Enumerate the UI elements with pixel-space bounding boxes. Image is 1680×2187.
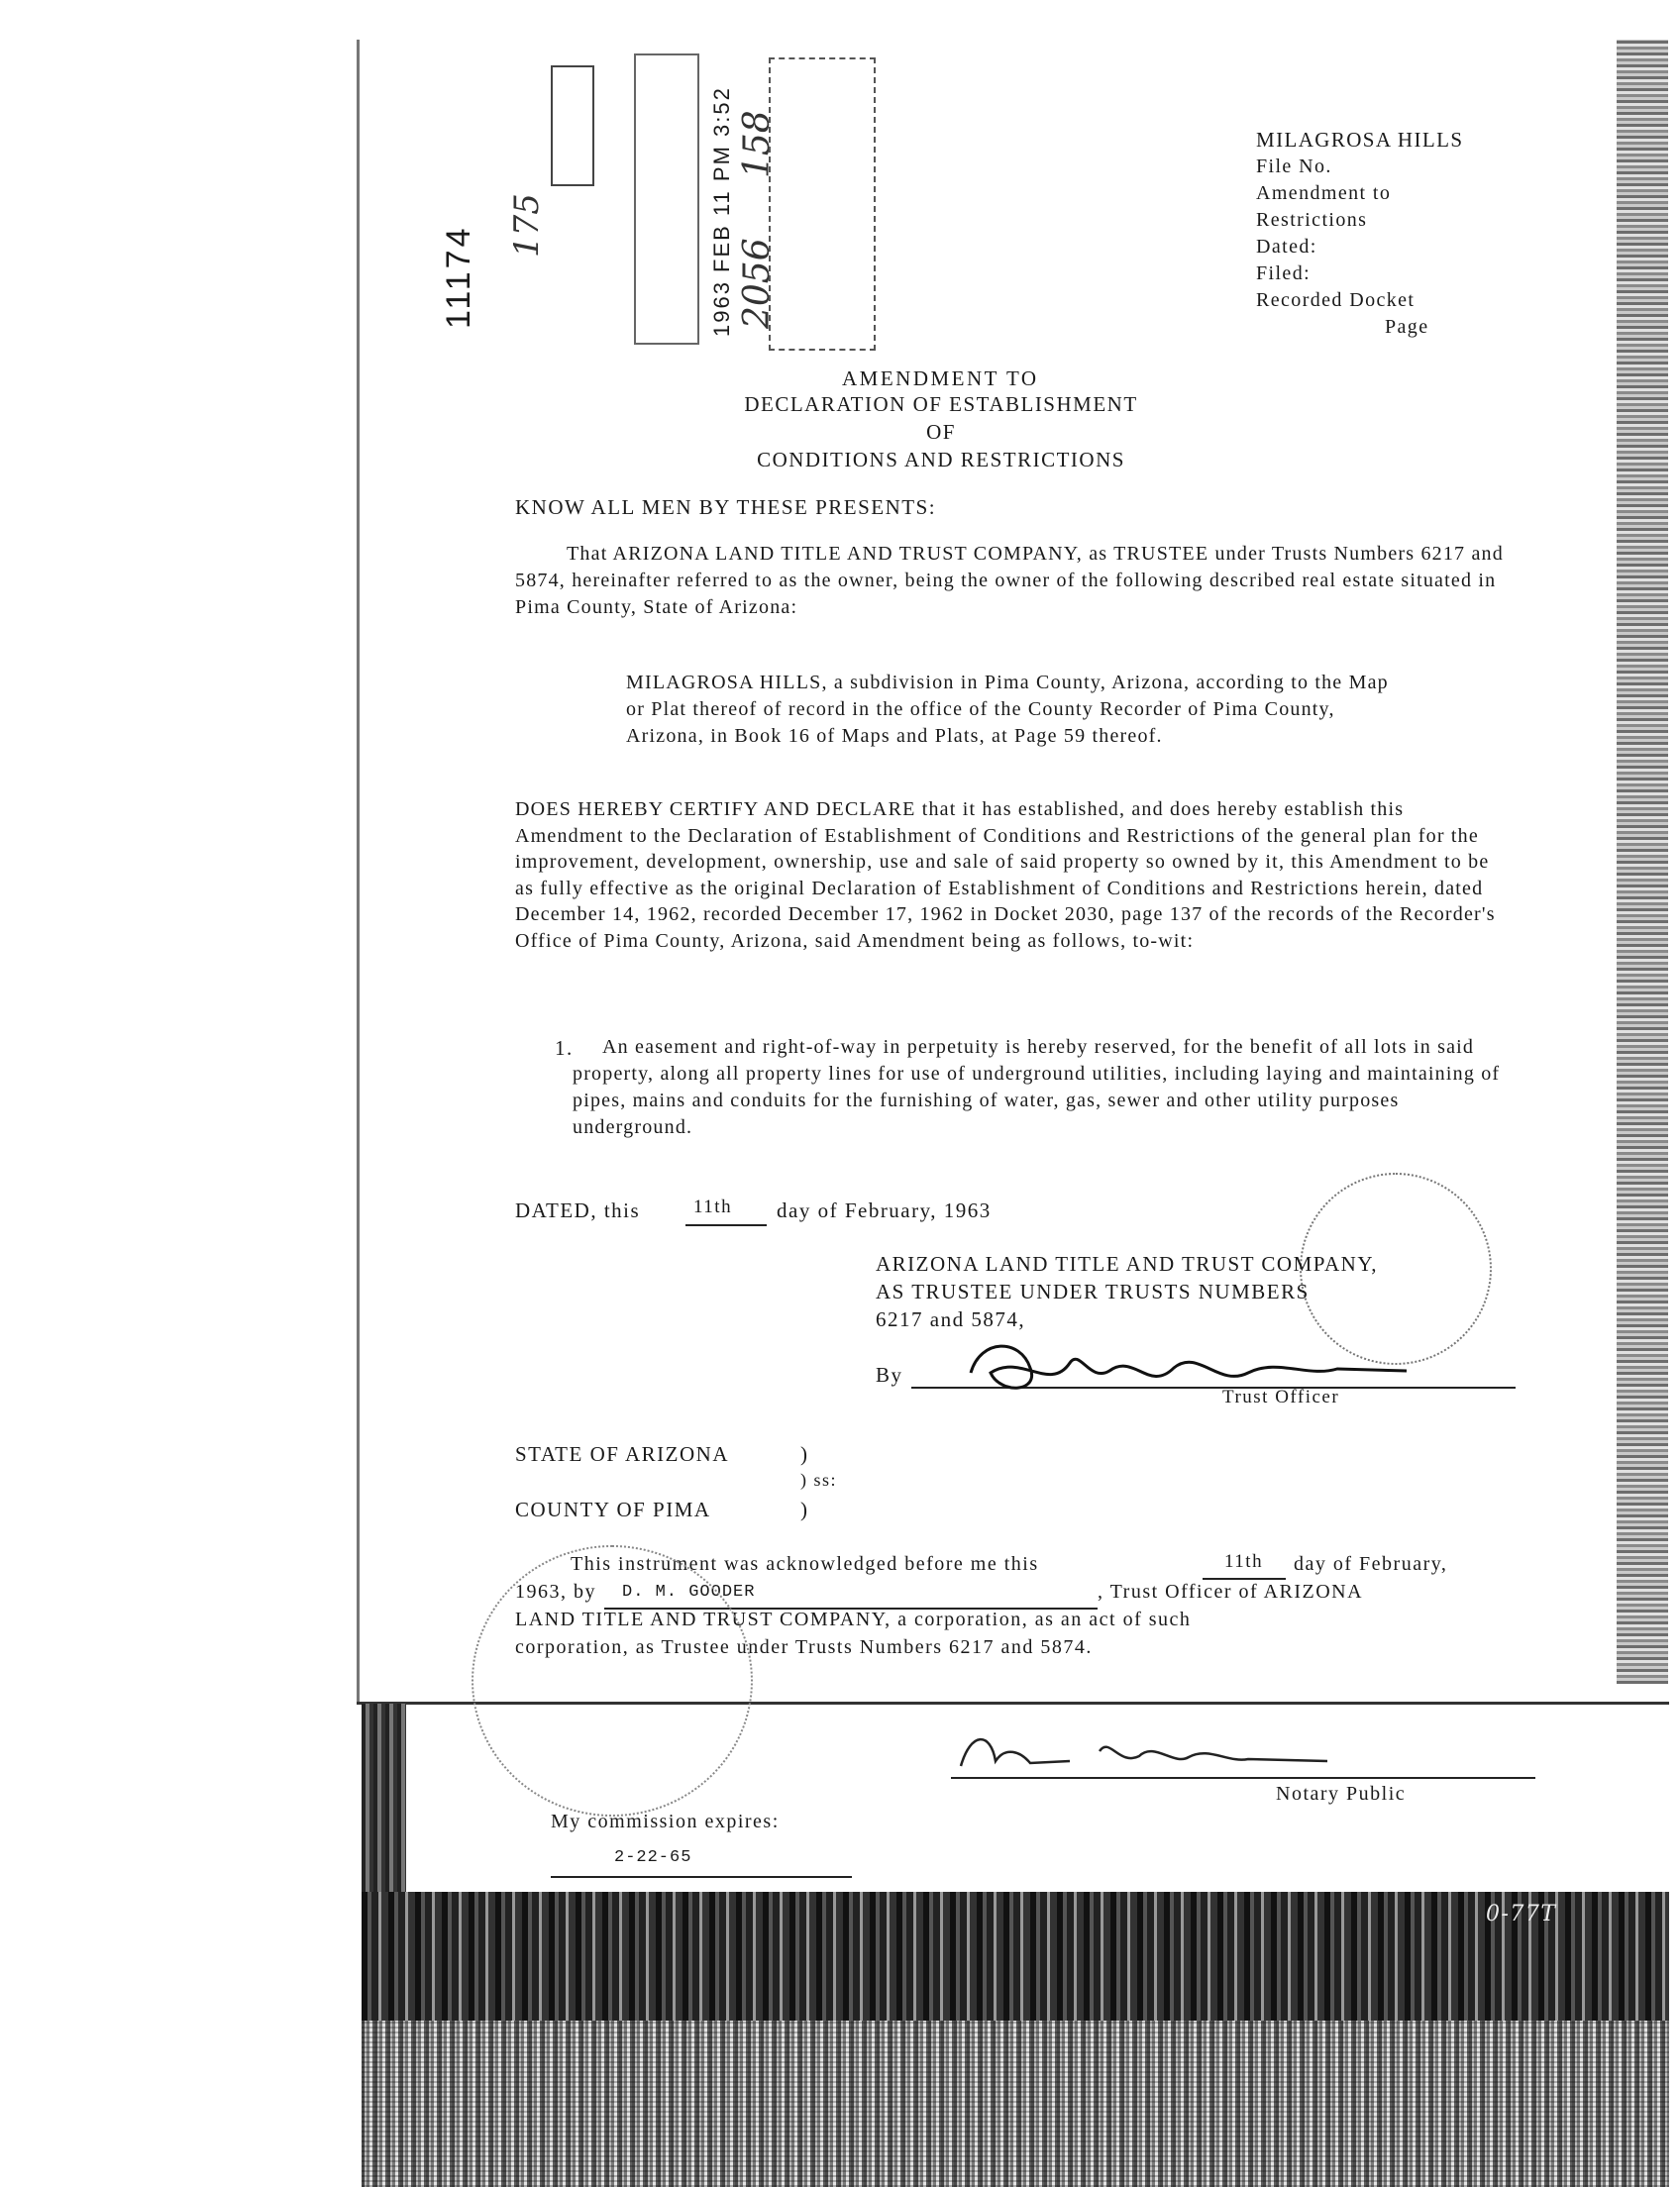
commission-date-underline: [551, 1876, 852, 1878]
item-1-number: 1.: [555, 1036, 574, 1060]
recorder-stamp-small: [551, 65, 594, 186]
item-1-text: An easement and right-of-way in perpetuity is hereby reserved, for the benefit of all lots in said property, along all property lines for use of underground utilities, including laying and maintaining of pipes, mains and conduits for the furnishing of water, gas, sewer and other utility purposes underground.: [573, 1036, 1501, 1138]
commission-expires-date: 2-22-65: [614, 1848, 692, 1867]
trust-officer-signature: [961, 1333, 1417, 1403]
title-line-3: OF: [926, 420, 956, 444]
venue-paren-3: ): [800, 1498, 809, 1521]
by-label: By: [876, 1363, 903, 1387]
header-line-amendment: Amendment to: [1256, 182, 1392, 204]
notary-seal: [472, 1545, 756, 1817]
ack-line-1-prefix: This instrument was acknowledged before me this: [571, 1553, 1039, 1575]
page-mark: 0-77T: [1486, 1902, 1557, 1927]
handwritten-number: 175: [507, 193, 547, 258]
county-recorder-stamp: [769, 57, 876, 351]
header-line-dated: Dated:: [1256, 236, 1317, 258]
notary-public-label: Notary Public: [1276, 1783, 1407, 1805]
ack-line-4: corporation, as Trustee under Trusts Numbers 6217 and 5874.: [515, 1636, 1093, 1658]
title-line-4: CONDITIONS AND RESTRICTIONS: [757, 448, 1125, 471]
trust-officer-label: Trust Officer: [1222, 1387, 1340, 1407]
venue-paren-1: ): [800, 1442, 809, 1466]
header-line-restrictions: Restrictions: [1256, 209, 1368, 231]
header-block: [1256, 127, 1463, 341]
legal-description: MILAGROSA HILLS, a subdivision in Pima County, Arizona, according to the Map or Plat thereof of record in the office of the County Recorder of Pima County, Arizona, in Book 16 of Maps and Plats, at Page 59 thereof.: [626, 672, 1389, 747]
venue-ss: ) ss:: [800, 1470, 838, 1490]
signatory-line-1: ARIZONA LAND TITLE AND TRUST COMPANY,: [876, 1252, 1379, 1276]
title-line-1: AMENDMENT TO: [842, 366, 1039, 390]
ack-line-3: LAND TITLE AND TRUST COMPANY, a corporation, as an act of such: [515, 1609, 1192, 1630]
commission-expires-label: My commission expires:: [551, 1811, 780, 1832]
ack-line-2-suffix: , Trust Officer of ARIZONA: [1098, 1581, 1364, 1603]
scan-noise-light: [362, 2021, 1669, 2187]
ack-officer-name: D. M. GOODER: [622, 1583, 756, 1602]
docket-handwritten: 2056: [737, 238, 778, 329]
header-line-recorded-docket: Recorded Docket: [1256, 289, 1416, 311]
ack-line-1-suffix: day of February,: [1294, 1553, 1448, 1575]
page-handwritten: 158: [737, 110, 778, 178]
title-line-2: DECLARATION OF ESTABLISHMENT: [744, 392, 1138, 416]
dated-day-underline: [685, 1224, 767, 1226]
scan-noise-dark: [362, 1892, 1669, 2021]
dated-day: 11th: [693, 1197, 733, 1217]
header-line-page: Page: [1385, 316, 1429, 338]
page-left-edge: [357, 40, 360, 1704]
header-title: MILAGROSA HILLS: [1256, 128, 1464, 152]
venue-state: STATE OF ARIZONA: [515, 1442, 729, 1466]
document-number: 11174: [440, 225, 477, 329]
header-line-file-no: File No.: [1256, 156, 1332, 177]
ack-day-underline: [1203, 1578, 1286, 1580]
signatory-line-2: AS TRUSTEE UNDER TRUSTS NUMBERS: [876, 1280, 1310, 1303]
ack-day: 11th: [1224, 1551, 1264, 1572]
scan-right-strip: [1617, 40, 1668, 1684]
paragraph-declaration: DOES HEREBY CERTIFY AND DECLARE that it has established, and does hereby establish this Amendment to the Declaration of Establishment of Conditions and Restrictions of the general plan for the improvement, development, ownership, use and sale of said property so owned by it, this Amendment to be as fully effective as the original Declaration of Establishment of Conditions and Restrictions herein, dated December 14, 1962, recorded December 17, 1962 in Docket 2030, page 137 of the records of the Recorder's Office of Pima County, Arizona, said Amendment being as follows, to-wit:: [515, 798, 1496, 952]
paragraph-owner: That ARIZONA LAND TITLE AND TRUST COMPANY, as TRUSTEE under Trusts Numbers 6217 and 5874, hereinafter referred to as the owner, being the owner of the following described real estate situated in Pima County, State of Arizona:: [515, 543, 1504, 618]
venue-county: COUNTY OF PIMA: [515, 1498, 711, 1521]
dated-suffix: day of February, 1963: [777, 1198, 992, 1222]
notary-signature: [951, 1721, 1367, 1781]
recorded-date-stamp: 1963 FEB 11 PM 3:52: [709, 86, 734, 337]
header-line-filed: Filed:: [1256, 262, 1312, 284]
ack-line-2-prefix: 1963, by: [515, 1581, 596, 1603]
scan-bottom-left-block: [362, 1704, 406, 1892]
dated-prefix: DATED, this: [515, 1198, 641, 1222]
recorder-stamp-main: [634, 53, 699, 345]
signatory-line-3: 6217 and 5874,: [876, 1307, 1026, 1331]
notary-signature-line: [951, 1777, 1535, 1779]
opening-phrase: KNOW ALL MEN BY THESE PRESENTS:: [515, 495, 937, 519]
